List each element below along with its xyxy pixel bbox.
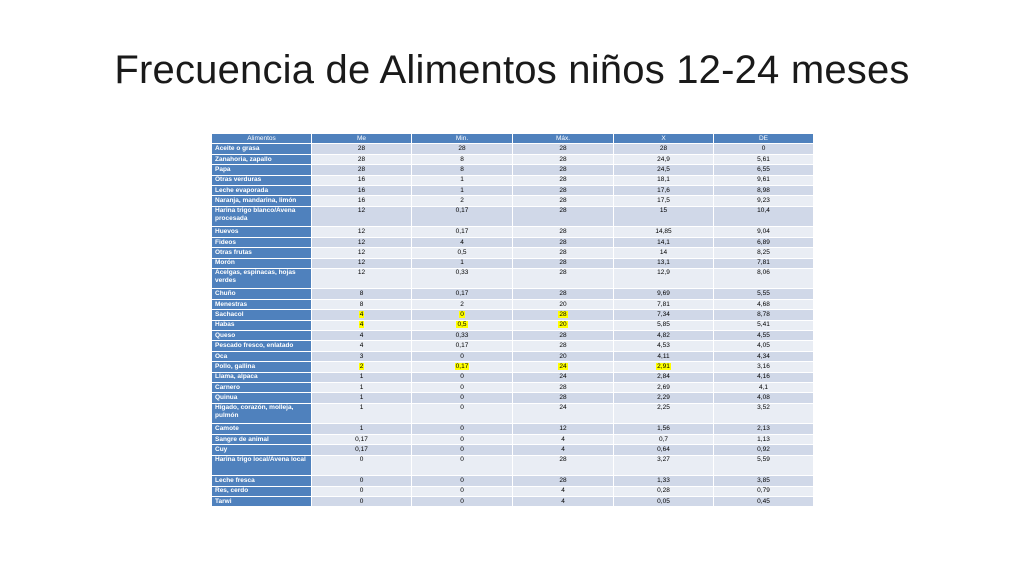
table-row [212,424,814,434]
cell-de-value: 6,89 [714,237,814,247]
cell-me-value: 12 [312,237,412,247]
cell-food-name: Quinua [212,393,312,403]
header-me: Me [312,134,412,144]
cell-de-value: 4,1 [714,383,814,393]
cell-max-value: 28 [513,331,614,341]
table-body [212,144,814,507]
cell-me-value: 1 [312,403,412,424]
cell-max-value: 28 [513,341,614,351]
header-max: Máx. [513,134,614,144]
cell-food-name: Oca [212,351,312,361]
cell-de-value: 6,55 [714,165,814,175]
cell-de-value: 9,04 [714,227,814,237]
highlighted-value: 20 [559,321,567,329]
cell-max-value: 20 [513,299,614,309]
cell-x-value: 2,29 [614,393,714,403]
cell-food-name: Sangre de animal [212,434,312,444]
cell-min-value: 8 [412,154,513,164]
cell-me-value: 1 [312,383,412,393]
cell-me-value: 28 [312,165,412,175]
cell-x-value [614,362,714,372]
cell-x-value: 14,1 [614,237,714,247]
cell-x-value: 17,6 [614,185,714,195]
cell-max-value: 4 [513,486,614,496]
cell-de-value: 3,16 [714,362,814,372]
cell-max-value: 28 [513,175,614,185]
cell-min-value: 0 [412,455,513,476]
cell-min-value: 0 [412,403,513,424]
cell-x-value: 4,11 [614,351,714,361]
cell-de-value: 3,52 [714,403,814,424]
table-row [212,455,814,476]
cell-x-value: 24,9 [614,154,714,164]
cell-de-value: 0,79 [714,486,814,496]
cell-food-name: Leche evaporada [212,185,312,195]
cell-me-value: 4 [312,331,412,341]
table-row [212,268,814,289]
cell-me-value: 0 [312,455,412,476]
cell-min-value: 2 [412,299,513,309]
cell-x-value: 2,69 [614,383,714,393]
cell-x-value: 0,64 [614,445,714,455]
table-row [212,227,814,237]
cell-max-value: 28 [513,248,614,258]
table-row [212,351,814,361]
cell-de-value: 4,05 [714,341,814,351]
cell-min-value: 2 [412,196,513,206]
cell-food-name: Fideos [212,237,312,247]
table-row [212,434,814,444]
cell-de-value: 4,08 [714,393,814,403]
cell-food-name: Morón [212,258,312,268]
table-row [212,486,814,496]
cell-min-value: 1 [412,185,513,195]
cell-x-value: 28 [614,144,714,154]
cell-food-name: Papa [212,165,312,175]
slide-title: Frecuencia de Alimentos niños 12-24 meses [114,48,910,92]
cell-de-value: 7,81 [714,258,814,268]
cell-food-name: Leche fresca [212,476,312,486]
cell-x-value: 17,5 [614,196,714,206]
table-row [212,175,814,185]
cell-me-value: 0,17 [312,434,412,444]
cell-max-value: 28 [513,237,614,247]
cell-max-value: 28 [513,185,614,195]
table-row [212,206,814,227]
cell-x-value: 2,25 [614,403,714,424]
table-row [212,476,814,486]
cell-max-value [513,362,614,372]
cell-food-name: Queso [212,331,312,341]
table-row [212,144,814,154]
cell-min-value: 4 [412,237,513,247]
cell-me-value: 28 [312,154,412,164]
cell-food-name: Zanahoria, zapallo [212,154,312,164]
cell-max-value: 28 [513,196,614,206]
highlighted-value: 0 [460,311,464,319]
cell-max-value: 28 [513,268,614,289]
cell-x-value: 4,53 [614,341,714,351]
cell-food-name: Carnero [212,383,312,393]
cell-me-value: 3 [312,351,412,361]
cell-min-value: 0 [412,424,513,434]
table-row [212,496,814,506]
cell-me-value: 0 [312,486,412,496]
highlighted-value: 28 [559,311,567,319]
cell-min-value: 0 [412,476,513,486]
table-row [212,185,814,195]
cell-min-value: 0,17 [412,227,513,237]
cell-food-name: Pollo, gallina [212,362,312,372]
cell-de-value: 5,61 [714,154,814,164]
cell-me-value: 12 [312,206,412,227]
cell-me-value: 1 [312,424,412,434]
food-frequency-table [211,133,814,507]
cell-me-value: 12 [312,248,412,258]
cell-x-value: 1,56 [614,424,714,434]
cell-x-value: 4,82 [614,331,714,341]
highlighted-value: 2,91 [657,363,670,371]
table-row [212,258,814,268]
cell-max-value: 4 [513,496,614,506]
table-row [212,248,814,258]
cell-de-value: 4,55 [714,331,814,341]
cell-me-value [312,310,412,320]
cell-x-value: 12,9 [614,268,714,289]
table-row [212,362,814,372]
cell-x-value: 5,85 [614,320,714,330]
cell-me-value: 1 [312,393,412,403]
cell-x-value: 0,05 [614,496,714,506]
cell-x-value: 24,5 [614,165,714,175]
cell-max-value [513,310,614,320]
table-row [212,289,814,299]
cell-food-name: Cuy [212,445,312,455]
cell-food-name: Sachacol [212,310,312,320]
cell-me-value: 0,17 [312,445,412,455]
cell-de-value: 8,98 [714,185,814,195]
cell-me-value [312,320,412,330]
cell-x-value: 7,34 [614,310,714,320]
cell-de-value: 0,92 [714,445,814,455]
table-row [212,165,814,175]
cell-min-value: 0 [412,393,513,403]
cell-de-value: 5,41 [714,320,814,330]
highlighted-value: 2 [359,363,364,371]
cell-max-value: 28 [513,455,614,476]
cell-food-name: Hígado, corazón, molleja, pulmón [212,403,312,424]
cell-x-value: 18,1 [614,175,714,185]
table-row [212,299,814,309]
cell-min-value: 0 [412,486,513,496]
cell-min-value [412,310,513,320]
cell-min-value: 1 [412,175,513,185]
highlighted-value: 0,17 [455,363,469,371]
cell-food-name: Tarwi [212,496,312,506]
table-row [212,393,814,403]
cell-de-value: 3,85 [714,476,814,486]
cell-min-value: 0 [412,383,513,393]
cell-x-value: 2,84 [614,372,714,382]
table-row [212,331,814,341]
table-row [212,320,814,330]
cell-food-name: Pescado fresco, enlatado [212,341,312,351]
cell-food-name: Naranja, mandarina, limón [212,196,312,206]
cell-min-value: 0 [412,496,513,506]
cell-de-value: 5,55 [714,289,814,299]
highlighted-value: 0,5 [457,321,467,329]
cell-x-value: 3,27 [614,455,714,476]
cell-de-value: 5,59 [714,455,814,476]
highlighted-value: 4 [359,321,364,329]
cell-x-value: 13,1 [614,258,714,268]
cell-max-value: 4 [513,434,614,444]
cell-me-value: 28 [312,144,412,154]
cell-max-value: 28 [513,206,614,227]
table-row [212,383,814,393]
cell-me-value: 12 [312,258,412,268]
cell-min-value: 0,17 [412,289,513,299]
cell-de-value: 4,16 [714,372,814,382]
cell-food-name: Otras verduras [212,175,312,185]
cell-min-value: 0,5 [412,248,513,258]
table-row [212,237,814,247]
cell-max-value: 20 [513,351,614,361]
cell-food-name: Res, cerdo [212,486,312,496]
cell-me-value: 12 [312,268,412,289]
header-x: X [614,134,714,144]
cell-me-value: 1 [312,372,412,382]
cell-min-value: 0,17 [412,341,513,351]
cell-min-value [412,362,513,372]
highlighted-value: 24 [559,363,567,371]
cell-food-name: Chuño [212,289,312,299]
cell-max-value: 28 [513,393,614,403]
cell-max-value [513,320,614,330]
table-row [212,196,814,206]
cell-food-name: Habas [212,320,312,330]
cell-x-value: 9,69 [614,289,714,299]
cell-me-value: 8 [312,299,412,309]
cell-me-value [312,362,412,372]
cell-food-name: Camote [212,424,312,434]
table-header-row [212,134,814,144]
cell-min-value: 0,33 [412,331,513,341]
cell-min-value: 0 [412,372,513,382]
header-min: Min. [412,134,513,144]
cell-food-name: Menestras [212,299,312,309]
cell-x-value: 0,7 [614,434,714,444]
cell-me-value: 16 [312,196,412,206]
cell-food-name: Huevos [212,227,312,237]
table-row [212,403,814,424]
cell-de-value: 8,78 [714,310,814,320]
cell-min-value: 0 [412,434,513,444]
cell-max-value: 24 [513,403,614,424]
cell-me-value: 0 [312,496,412,506]
cell-min-value: 0,33 [412,268,513,289]
cell-x-value: 14 [614,248,714,258]
cell-max-value: 28 [513,476,614,486]
cell-max-value: 28 [513,165,614,175]
table-row [212,341,814,351]
cell-food-name: Harina trigo local/Avena local [212,455,312,476]
cell-me-value: 16 [312,175,412,185]
cell-me-value: 12 [312,227,412,237]
cell-min-value: 28 [412,144,513,154]
cell-max-value: 28 [513,289,614,299]
table-row [212,154,814,164]
cell-max-value: 28 [513,383,614,393]
cell-min-value: 8 [412,165,513,175]
cell-max-value: 28 [513,154,614,164]
cell-x-value: 15 [614,206,714,227]
cell-x-value: 7,81 [614,299,714,309]
cell-x-value: 0,28 [614,486,714,496]
cell-de-value: 1,13 [714,434,814,444]
cell-x-value: 1,33 [614,476,714,486]
cell-min-value: 0 [412,445,513,455]
header-alimentos: Alimentos [212,134,312,144]
cell-de-value: 4,68 [714,299,814,309]
table-row [212,310,814,320]
cell-me-value: 16 [312,185,412,195]
highlighted-value: 4 [359,311,364,319]
cell-food-name: Acelgas, espinacas, hojas verdes [212,268,312,289]
cell-food-name: Llama, alpaca [212,372,312,382]
table-row [212,372,814,382]
cell-de-value: 4,34 [714,351,814,361]
cell-max-value: 28 [513,227,614,237]
cell-de-value: 0,45 [714,496,814,506]
cell-max-value: 24 [513,372,614,382]
cell-de-value: 2,13 [714,424,814,434]
cell-max-value: 12 [513,424,614,434]
cell-food-name: Harina trigo blanco/Avena procesada [212,206,312,227]
cell-me-value: 4 [312,341,412,351]
cell-de-value: 8,06 [714,268,814,289]
cell-de-value: 9,23 [714,196,814,206]
cell-food-name: Otras frutas [212,248,312,258]
cell-max-value: 4 [513,445,614,455]
cell-food-name: Aceite o grasa [212,144,312,154]
cell-de-value: 10,4 [714,206,814,227]
cell-min-value: 0,17 [412,206,513,227]
table-row [212,445,814,455]
cell-me-value: 8 [312,289,412,299]
cell-max-value: 28 [513,144,614,154]
cell-de-value: 0 [714,144,814,154]
cell-max-value: 28 [513,258,614,268]
cell-min-value: 1 [412,258,513,268]
cell-me-value: 0 [312,476,412,486]
cell-x-value: 14,85 [614,227,714,237]
header-de: DE [714,134,814,144]
cell-de-value: 8,25 [714,248,814,258]
cell-min-value: 0 [412,351,513,361]
cell-de-value: 9,61 [714,175,814,185]
cell-min-value [412,320,513,330]
